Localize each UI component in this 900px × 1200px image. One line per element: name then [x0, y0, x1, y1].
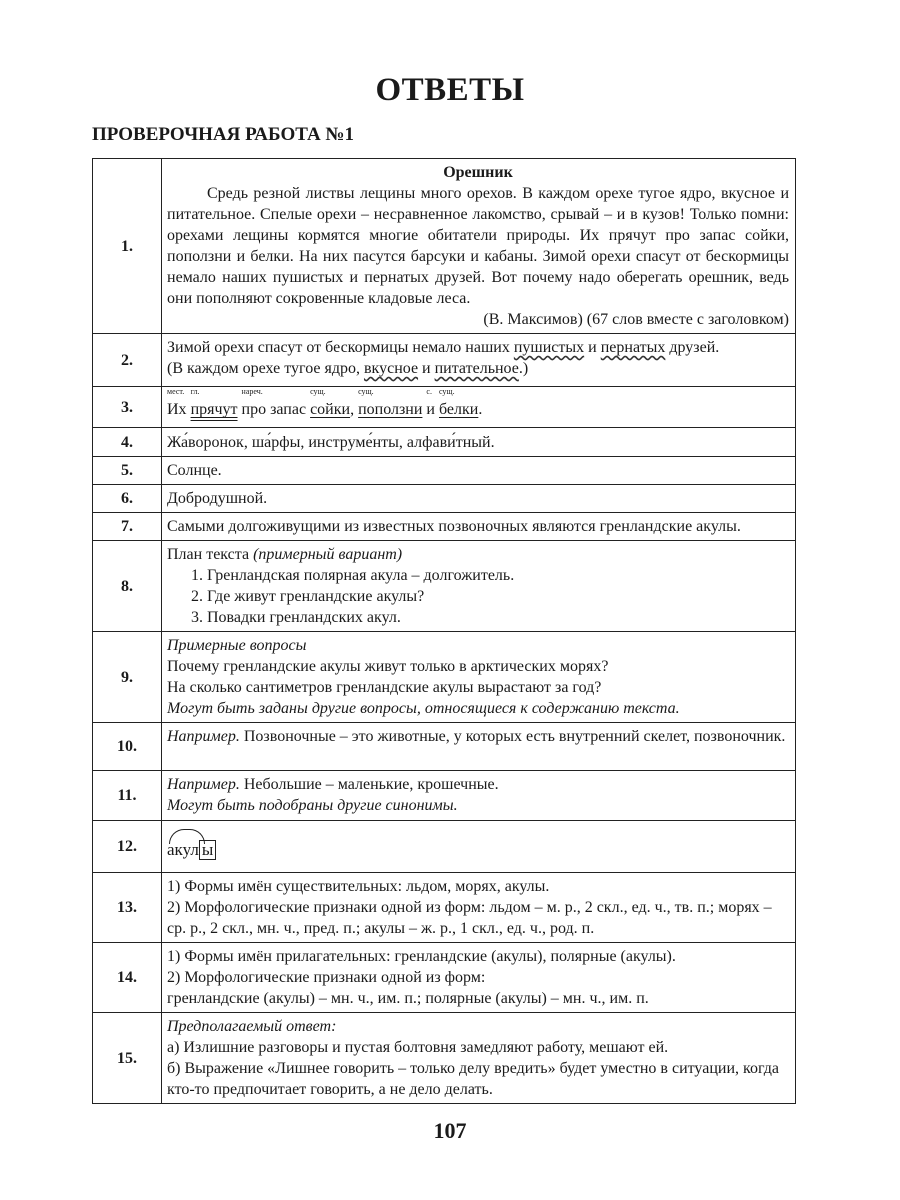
word: белки — [438, 401, 479, 418]
italic-note: (примерный вариант) — [253, 546, 403, 563]
text-fragment: Зимой орехи спасут от бескормицы немало наших — [167, 339, 514, 356]
pos-tag: сущ. — [310, 387, 326, 396]
answer-cell — [162, 159, 796, 334]
row-number: 11. — [93, 771, 162, 821]
table-row — [93, 873, 796, 943]
plan-item: 2. Где живут гренландские акулы? — [191, 588, 425, 605]
answer-cell — [162, 873, 796, 943]
table-row — [93, 943, 796, 1013]
answer-cell — [162, 821, 796, 873]
parsed-word — [310, 387, 351, 420]
table-row — [93, 485, 796, 513]
table-row — [93, 821, 796, 873]
word: и — [426, 401, 435, 418]
parsed-word — [190, 387, 238, 420]
answer-cell: Самыми долгоживущими из известных позвоночных являются гренландские акулы. — [162, 513, 796, 541]
row-number: 15. — [93, 1013, 162, 1104]
italic-note: Могут быть подобраны другие синонимы. — [167, 797, 458, 814]
row-number: 9. — [93, 632, 162, 723]
pos-tag: нареч. — [241, 387, 263, 396]
page-title: ОТВЕТЫ — [375, 72, 525, 108]
text-fragment: и — [418, 360, 435, 377]
plan-heading — [167, 544, 789, 565]
table-row — [93, 334, 796, 387]
word: поползни — [358, 401, 423, 418]
table-row — [93, 513, 796, 541]
pos-tag: сущ. — [438, 387, 455, 396]
root-arc — [169, 829, 205, 844]
text-fragment: План текста — [167, 546, 254, 563]
table-row — [93, 771, 796, 821]
pos-tag: сущ. — [358, 387, 374, 396]
row-number: 6. — [93, 485, 162, 513]
answer-line: 1) Формы имён существительных: льдом, морях, акулы. — [167, 878, 550, 895]
word: Их — [167, 401, 187, 418]
table-row — [93, 159, 796, 334]
text-fragment: друзей. — [665, 339, 720, 356]
answer-text: Позвоночные – это животные, у которых есть внутренний скелет, позвоночник. — [239, 728, 786, 745]
pos-tag: гл. — [190, 387, 200, 396]
table-row — [93, 457, 796, 485]
word: про запас — [241, 401, 307, 418]
separator: , — [350, 401, 359, 418]
answer-line: 2) Морфологические признаки одной из форм: льдом – м. р., 2 скл., ед. ч., тв. п.; морях – ср. р., 2 скл., мн. ч., пред. п.; акулы – ж. р., 1 скл., ед. ч., род. п. — [167, 899, 772, 937]
italic-note: Например. — [167, 776, 240, 793]
row-number: 13. — [93, 873, 162, 943]
answer-cell — [162, 632, 796, 723]
row-number: 3. — [93, 387, 162, 428]
text-fragment: .) — [518, 360, 529, 377]
row-number: 12. — [93, 821, 162, 873]
answer-cell: Жа́воронок, ша́рфы, инструме́нты, алфави́тный. — [162, 428, 796, 457]
underlined-word: пушистых — [513, 339, 585, 356]
answers-table — [92, 158, 796, 1104]
answer-line: гренландские (акулы) – мн. ч., им. п.; полярные (акулы) – мн. ч., им. п. — [167, 990, 649, 1007]
underlined-word: пернатых — [600, 339, 666, 356]
word-ending: ы — [199, 840, 216, 860]
row-number: 4. — [93, 428, 162, 457]
answer-text: Небольшие – маленькие, крошечные. — [239, 776, 499, 793]
sentence-line — [167, 358, 789, 379]
word: прячут — [190, 401, 238, 418]
answer-line — [167, 774, 789, 795]
italic-note: Например. — [167, 728, 240, 745]
table-row — [93, 387, 796, 428]
text-heading: Орешник — [443, 164, 513, 181]
row-number: 7. — [93, 513, 162, 541]
row-number: 5. — [93, 457, 162, 485]
plan-item: 3. Повадки гренландских акул. — [191, 609, 401, 626]
row-number: 8. — [93, 541, 162, 632]
text-fragment: и — [584, 339, 601, 356]
parsed-word — [438, 387, 479, 420]
answer-line: б) Выражение «Лишнее говорить – только делу вредить» будет уместно в ситуации, когда кто-то предпочитает говорить, а не дело делать. — [167, 1060, 779, 1098]
answer-cell — [162, 387, 796, 428]
underlined-word: питательное — [434, 360, 519, 377]
answer-line: 2) Морфологические признаки одной из форм: — [167, 969, 486, 986]
parsed-word — [167, 387, 187, 420]
answer-cell — [162, 723, 796, 771]
page-number: 107 — [433, 1118, 467, 1143]
table-row — [93, 541, 796, 632]
table-row — [93, 723, 796, 771]
separator: . — [478, 401, 483, 418]
text-source: (В. Максимов) (67 слов вместе с заголовком) — [483, 311, 789, 328]
answer-cell — [162, 541, 796, 632]
row-number: 1. — [93, 159, 162, 334]
question-line: Почему гренландские акулы живут только в арктических морях? — [167, 658, 609, 675]
answer-cell: Солнце. — [162, 457, 796, 485]
parsed-word — [358, 387, 423, 420]
question-line: На сколько сантиметров гренландские акулы вырастают за год? — [167, 679, 602, 696]
underlined-word: вкусное — [363, 360, 419, 377]
dictation-text: Средь резной листвы лещины много орехов. В каждом орехе тугое ядро, вкусное и питательное. Спелые орехи – несравненное лакомство, срывай – и в кузов! Только помни: орехами лещины кормятся многие обитатели природы. Их прячут про запас сойки, поползни и белки. На них пасутся барсуки и кабаны. Зимой орехи спасут от бескормицы немало наших пушистых и пернатых друзей. Вот почему надо оберегать орешник, ведь они пополняют сокровенные кладовые леса. — [167, 185, 789, 307]
section-title: ПРОВЕРОЧНАЯ РАБОТА №1 — [92, 124, 355, 145]
italic-note: Предполагаемый ответ: — [167, 1018, 337, 1035]
answer-cell: Добродушной. — [162, 485, 796, 513]
parsed-word — [241, 387, 307, 420]
answer-cell — [162, 334, 796, 387]
pos-tag: мест. — [167, 387, 185, 396]
italic-note: Могут быть заданы другие вопросы, относящиеся к содержанию текста. — [167, 700, 680, 717]
word: сойки — [310, 401, 351, 418]
answer-line: 1) Формы имён прилагательных: гренландские (акулы), полярные (акулы). — [167, 948, 676, 965]
sentence-line — [167, 337, 789, 358]
table-row — [93, 1013, 796, 1104]
word-root: акул — [167, 839, 199, 859]
answer-cell — [162, 1013, 796, 1104]
text-fragment: (В каждом орехе тугое ядро, — [167, 360, 364, 377]
pos-tag: с. — [426, 387, 432, 396]
row-number: 10. — [93, 723, 162, 771]
table-row — [93, 428, 796, 457]
parsed-word — [426, 387, 435, 420]
italic-note: Примерные вопросы — [167, 637, 307, 654]
table-row — [93, 632, 796, 723]
word-morphemes — [167, 839, 216, 860]
answer-cell — [162, 771, 796, 821]
row-number: 2. — [93, 334, 162, 387]
plan-item: 1. Гренландская полярная акула – долгожитель. — [191, 567, 515, 584]
answer-cell — [162, 943, 796, 1013]
answer-line: а) Излишние разговоры и пустая болтовня замедляют работу, мешают ей. — [167, 1039, 669, 1056]
row-number: 14. — [93, 943, 162, 1013]
